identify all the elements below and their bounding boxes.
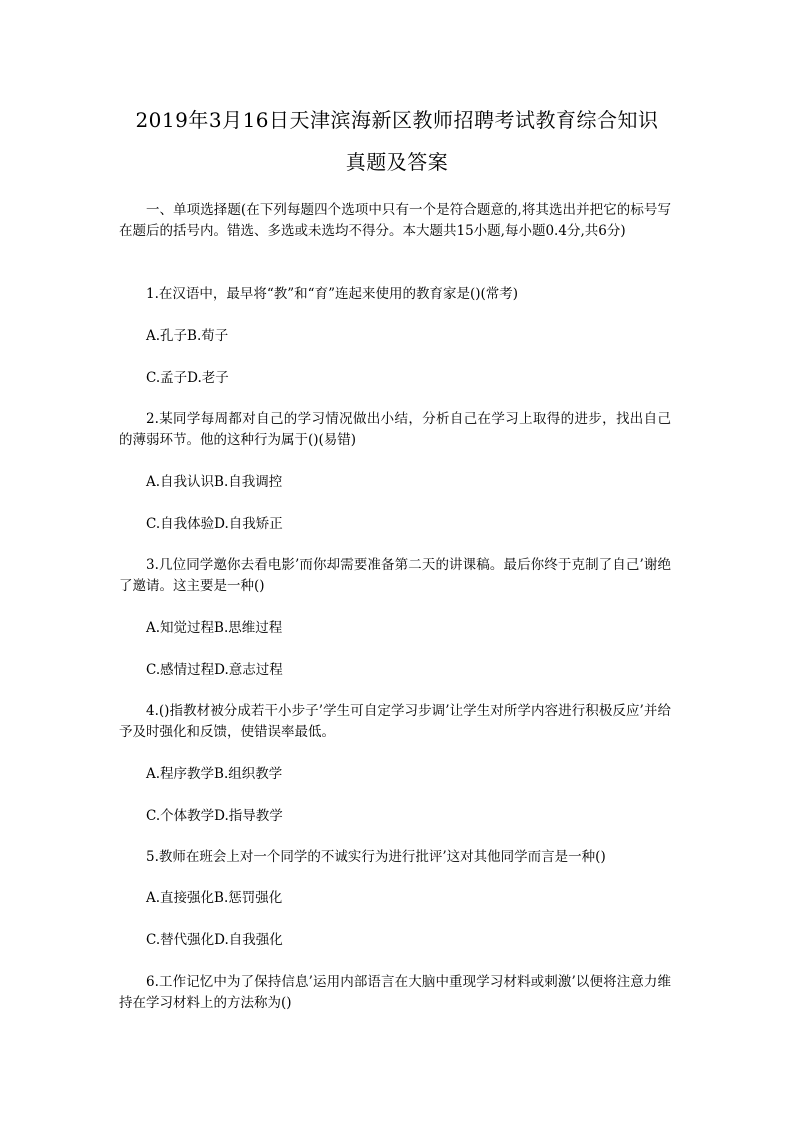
question-3-stem: 3.几位同学邀你去看电影’而你却需要准备第二天的讲课稿。最后你终于克制了自己’谢绝了邀请。这主要是一种() — [119, 557, 671, 594]
question-1-options-ab: A.孔子B.荀子 — [146, 328, 229, 344]
question-4-options-ab: A.程序教学B.组织教学 — [146, 766, 283, 782]
question-6-stem: 6.工作记忆中为了保持信息’运用内部语言在大脑中重现学习材料或刺激’以便将注意力维持在学习材料上的方法称为() — [119, 974, 671, 1011]
section-intro: 一、单项选择题(在下列每题四个选项中只有一个是符合题意的,将其选出并把它的标号写在题后的括号内。错选、多选或未选均不得分。本大题共15小题,每小题0.4分,共6分) — [119, 202, 671, 239]
question-5-options-ab: A.直接强化B.惩罚强化 — [146, 890, 283, 906]
question-3-options-ab: A.知觉过程B.思维过程 — [146, 620, 283, 636]
question-5-options-cd: C.替代强化D.自我强化 — [146, 932, 283, 948]
question-4-options-cd: C.个体教学D.指导教学 — [146, 808, 283, 824]
document-title-line-1: 2019年3月16日天津滨海新区教师招聘考试教育综合知识 — [135, 108, 659, 132]
question-2-options-cd: C.自我体验D.自我矫正 — [146, 516, 283, 532]
question-1-stem: 1.在汉语中，最早将“教”和“育”连起来使用的教育家是()(常考) — [146, 286, 519, 302]
document-title-line-2: 真题及答案 — [345, 150, 449, 174]
question-1-options-cd: C.孟子D.老子 — [146, 370, 229, 386]
question-2-stem: 2.某同学每周都对自己的学习情况做出小结，分析自己在学习上取得的进步，找出自己的薄弱环节。他的这种行为属于()(易错) — [119, 411, 671, 448]
question-2-options-ab: A.自我认识B.自我调控 — [146, 474, 283, 490]
question-4-stem: 4.()指教材被分成若干小步子’学生可自定学习步调’让学生对所学内容进行积极反应’并给予及时强化和反馈，使错误率最低。 — [119, 703, 671, 740]
question-3-options-cd: C.感情过程D.意志过程 — [146, 662, 283, 678]
question-5-stem: 5.教师在班会上对一个同学的不诚实行为进行批评’这对其他同学而言是一种() — [146, 849, 606, 865]
